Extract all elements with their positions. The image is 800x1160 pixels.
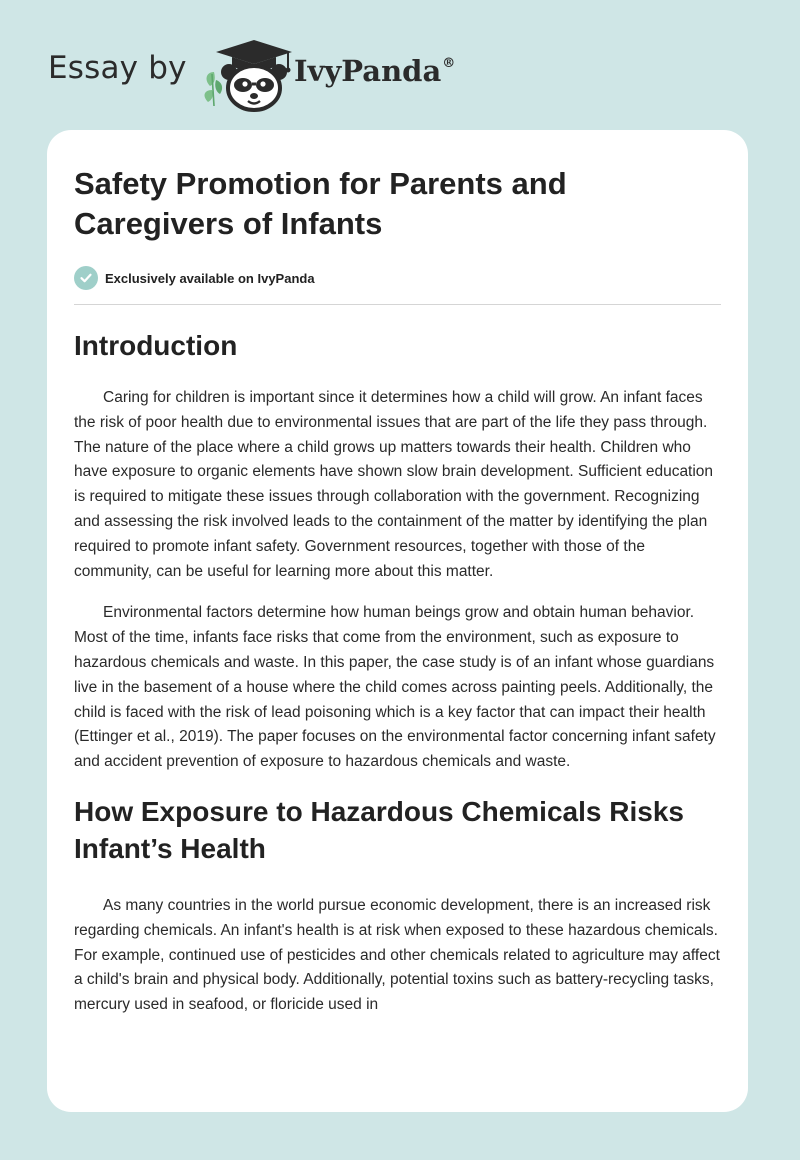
paragraph: Caring for children is important since it determines how a child will grow. An infant faces the risk of poor health due to environmental issues that are part of the life they pass through. The nature of the place where a child grows up matters towards their health. Children who have exposure to organic elements have shown slow brain development. Sufficient education is required to mitigate these issues through collaboration with the government. Recognizing and assessing the risk involved leads to the containment of the matter by identifying the plan required to promote infant safety. Government resources, together with those of the community, can be useful for learning more about this matter. — [74, 389, 714, 580]
section-heading-hazardous-chemicals: How Exposure to Hazardous Chemicals Risks Infant’s Health — [74, 795, 684, 864]
essay-content — [74, 164, 724, 1018]
exclusive-label: Exclusively available on IvyPanda — [105, 270, 315, 286]
registered-mark: ® — [442, 56, 456, 71]
brand-prefix: Essay by — [48, 50, 187, 86]
panda-logo-icon — [202, 36, 294, 112]
paragraph: As many countries in the world pursue economic development, there is an increased risk regarding chemicals. An infant's health is at risk when exposed to these hazardous chemicals. For example, continued use of pesticides and other chemicals related to agriculture may affect a child's brain and physical body. Additionally, potential toxins such as battery-recycling tasks, mercury used in seafood, or floricide used in — [74, 896, 720, 1014]
essay-title: Safety Promotion for Parents and Caregivers of Infants — [74, 166, 567, 241]
divider — [74, 304, 721, 305]
checkmark-icon — [79, 271, 93, 285]
site-brand[interactable] — [48, 36, 568, 116]
brand-name-text: IvyPanda — [294, 54, 442, 88]
brand-name — [294, 54, 455, 88]
exclusive-badge — [74, 264, 724, 292]
check-circle-icon — [74, 266, 98, 290]
paragraph: Environmental factors determine how human beings grow and obtain human behavior. Most of the time, infants face risks that come from the environment, such as exposure to hazardous chemicals and waste. In this paper, the case study is of an infant whose guardians live in the basement of a house where the child comes across painting peels. Additionally, the child is faced with the risk of lead poisoning which is a key factor that can impact their health (Ettinger et al., 2019). The paper focuses on the environmental factor concerning infant safety and accident prevention of exposure to hazardous chemicals and waste. — [74, 604, 716, 771]
section-heading-introduction: Introduction — [74, 330, 238, 361]
essay-card — [47, 130, 748, 1112]
